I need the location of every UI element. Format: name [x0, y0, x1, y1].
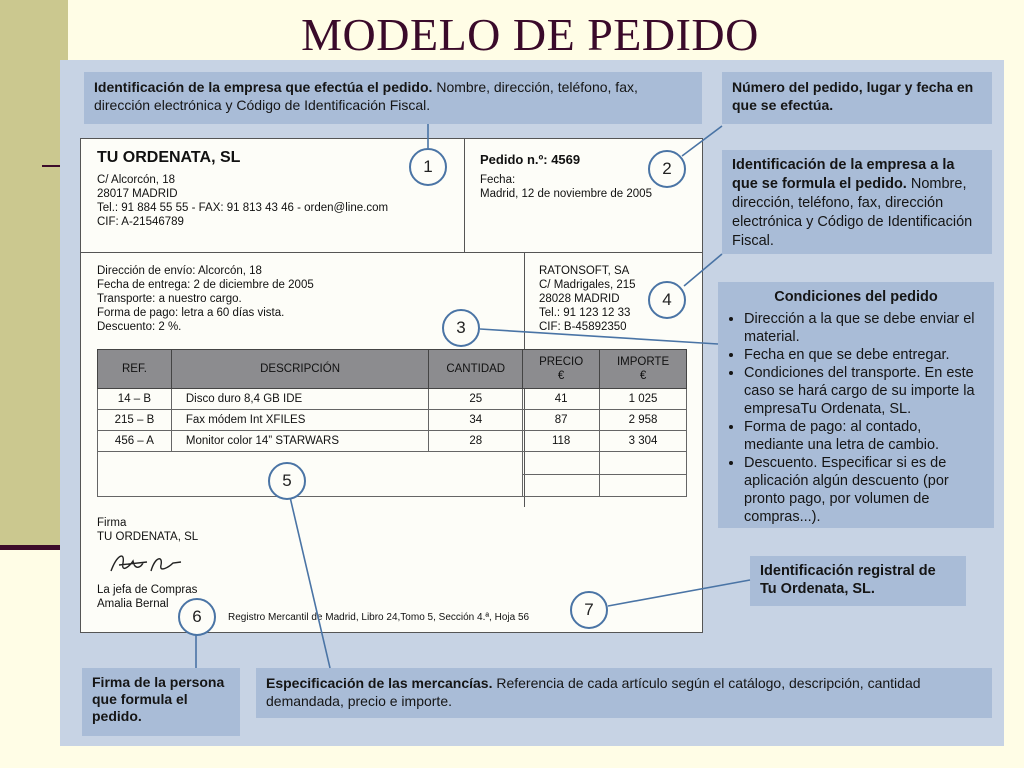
conditions-item: • Forma de pago: al contado, mediante una letra de cambio. — [744, 418, 984, 454]
table-row — [98, 389, 687, 410]
cell-quantity: 25 — [429, 389, 523, 410]
table-row-empty — [98, 452, 687, 475]
cell-amount: 1 025 — [600, 389, 687, 410]
condition-line: Forma de pago: letra a 60 días vista. — [97, 307, 285, 319]
issuer-cif: CIF: A-21546789 — [97, 216, 184, 228]
condition-line: Descuento: 2 %. — [97, 321, 182, 333]
callout-signature — [82, 668, 240, 736]
empty-cell — [523, 474, 600, 497]
callout-issuer — [84, 72, 702, 124]
marker-1: 1 — [409, 148, 447, 186]
callout-supplier — [722, 150, 992, 254]
callout-signature-title: Firma de la persona que formula el pedido. — [92, 674, 225, 724]
cell-price: 118 — [523, 431, 600, 452]
cell-description: Disco duro 8,4 GB IDE — [171, 389, 428, 410]
slide-title: MODELO DE PEDIDO — [301, 9, 759, 60]
empty-cell — [600, 452, 687, 475]
order-date-label: Fecha: — [480, 174, 516, 186]
order-number: Pedido n.º: 4569 — [480, 152, 581, 167]
signer-name: Amalia Bernal — [97, 598, 169, 610]
col-header-quantity: CANTIDAD — [429, 350, 523, 389]
cell-ref: 14 – B — [98, 389, 172, 410]
marker-5: 5 — [268, 462, 306, 500]
marker-2: 2 — [648, 150, 686, 188]
items-table — [97, 349, 687, 497]
condition-line: Fecha de entrega: 2 de diciembre de 2005 — [97, 279, 314, 291]
col-header-amount: IMPORTE € — [600, 350, 687, 389]
callout-registry — [750, 556, 966, 606]
table-row — [98, 431, 687, 452]
marker-3: 3 — [442, 309, 480, 347]
issuer-name: TU ORDENATA, SL — [97, 149, 241, 166]
order-form — [80, 138, 703, 633]
issuer-address-1: C/ Alcorcón, 18 — [97, 174, 175, 186]
callout-conditions-title: Condiciones del pedido — [774, 289, 938, 305]
condition-line: Transporte: a nuestro cargo. — [97, 293, 242, 305]
callout-goods — [256, 668, 992, 718]
col-header-ref: REF. — [98, 350, 172, 389]
signer-role: La jefa de Compras — [97, 584, 198, 596]
callout-supplier-title: Identificación de la empresa a la que se formula el pedido. — [732, 157, 955, 192]
issuer-address-2: 28017 MADRID — [97, 188, 178, 200]
col-header-price: PRECIO € — [523, 350, 600, 389]
form-divider — [464, 139, 465, 253]
conditions-item: • Condiciones del transporte. En este caso se hará cargo de su importe la empresaTu Ordenata, SL. — [744, 364, 984, 418]
callout-goods-text: Referencia de cada artículo según el catálogo, descripción, cantidad demandada, precio e importe. — [266, 675, 921, 709]
cell-amount: 3 304 — [600, 431, 687, 452]
conditions-item: • Descuento. Especificar si es de aplicación algún descuento (por pronto pago, por volumen de compras...). — [744, 454, 984, 526]
signature-company: TU ORDENATA, SL — [97, 531, 199, 543]
form-divider — [81, 252, 702, 253]
conditions-item: • Fecha en que se debe entregar. — [744, 346, 984, 364]
accent-tick — [42, 165, 62, 167]
conditions-item: • Dirección a la que se debe enviar el material. — [744, 310, 984, 346]
condition-line: Dirección de envío: Alcorcón, 18 — [97, 265, 262, 277]
supplier-line: CIF: B-45892350 — [539, 321, 627, 333]
table-row — [98, 410, 687, 431]
issuer-phone: Tel.: 91 884 55 55 - FAX: 91 813 43 46 - orden@line.com — [97, 202, 389, 214]
callout-issuer-title: Identificación de la empresa que efectúa el pedido. — [94, 79, 433, 95]
callout-registry-title: Identificación registral de Tu Ordenata, SL. — [760, 563, 936, 597]
empty-cell — [523, 452, 600, 475]
cell-price: 87 — [523, 410, 600, 431]
conditions-list — [728, 310, 984, 526]
cell-description: Fax módem Int XFILES — [171, 410, 428, 431]
callout-order-number-title: Número del pedido, lugar y fecha en que se efectúa. — [732, 79, 974, 113]
callout-goods-title: Especificación de las mercancías. — [266, 675, 493, 691]
marker-7: 7 — [570, 591, 608, 629]
supplier-line: RATONSOFT, SA — [539, 265, 630, 277]
empty-cell — [600, 474, 687, 497]
left-accent-bar — [0, 0, 68, 548]
registry-line: Registro Mercantil de Madrid, Libro 24,Tomo 5, Sección 4.ª, Hoja 56 — [228, 612, 530, 623]
callout-supplier-text: Nombre, dirección, teléfono, fax, dirección electrónica y Código de Identificación Fiscal. — [732, 176, 973, 249]
callout-order-number — [722, 72, 992, 124]
table-header-row — [98, 350, 687, 389]
marker-6: 6 — [178, 598, 216, 636]
col-header-description: DESCRIPCIÓN — [171, 350, 428, 389]
supplier-line: Tel.: 91 123 12 33 — [539, 307, 631, 319]
order-date: Madrid, 12 de noviembre de 2005 — [480, 188, 652, 200]
signature-label: Firma — [97, 517, 127, 529]
cell-quantity: 34 — [429, 410, 523, 431]
callout-issuer-text: Nombre, dirección, teléfono, fax, dirección electrónica y Código de Identificación Fiscal. — [94, 79, 638, 113]
marker-4: 4 — [648, 281, 686, 319]
handwritten-signature — [107, 545, 187, 579]
cell-description: Monitor color 14” STARWARS — [171, 431, 428, 452]
cell-quantity: 28 — [429, 431, 523, 452]
cell-price: 41 — [523, 389, 600, 410]
supplier-line: C/ Madrigales, 215 — [539, 279, 636, 291]
cell-ref: 215 – B — [98, 410, 172, 431]
cell-ref: 456 – A — [98, 431, 172, 452]
callout-conditions — [718, 282, 994, 528]
supplier-line: 28028 MADRID — [539, 293, 620, 305]
cell-amount: 2 958 — [600, 410, 687, 431]
empty-cell — [98, 452, 523, 497]
